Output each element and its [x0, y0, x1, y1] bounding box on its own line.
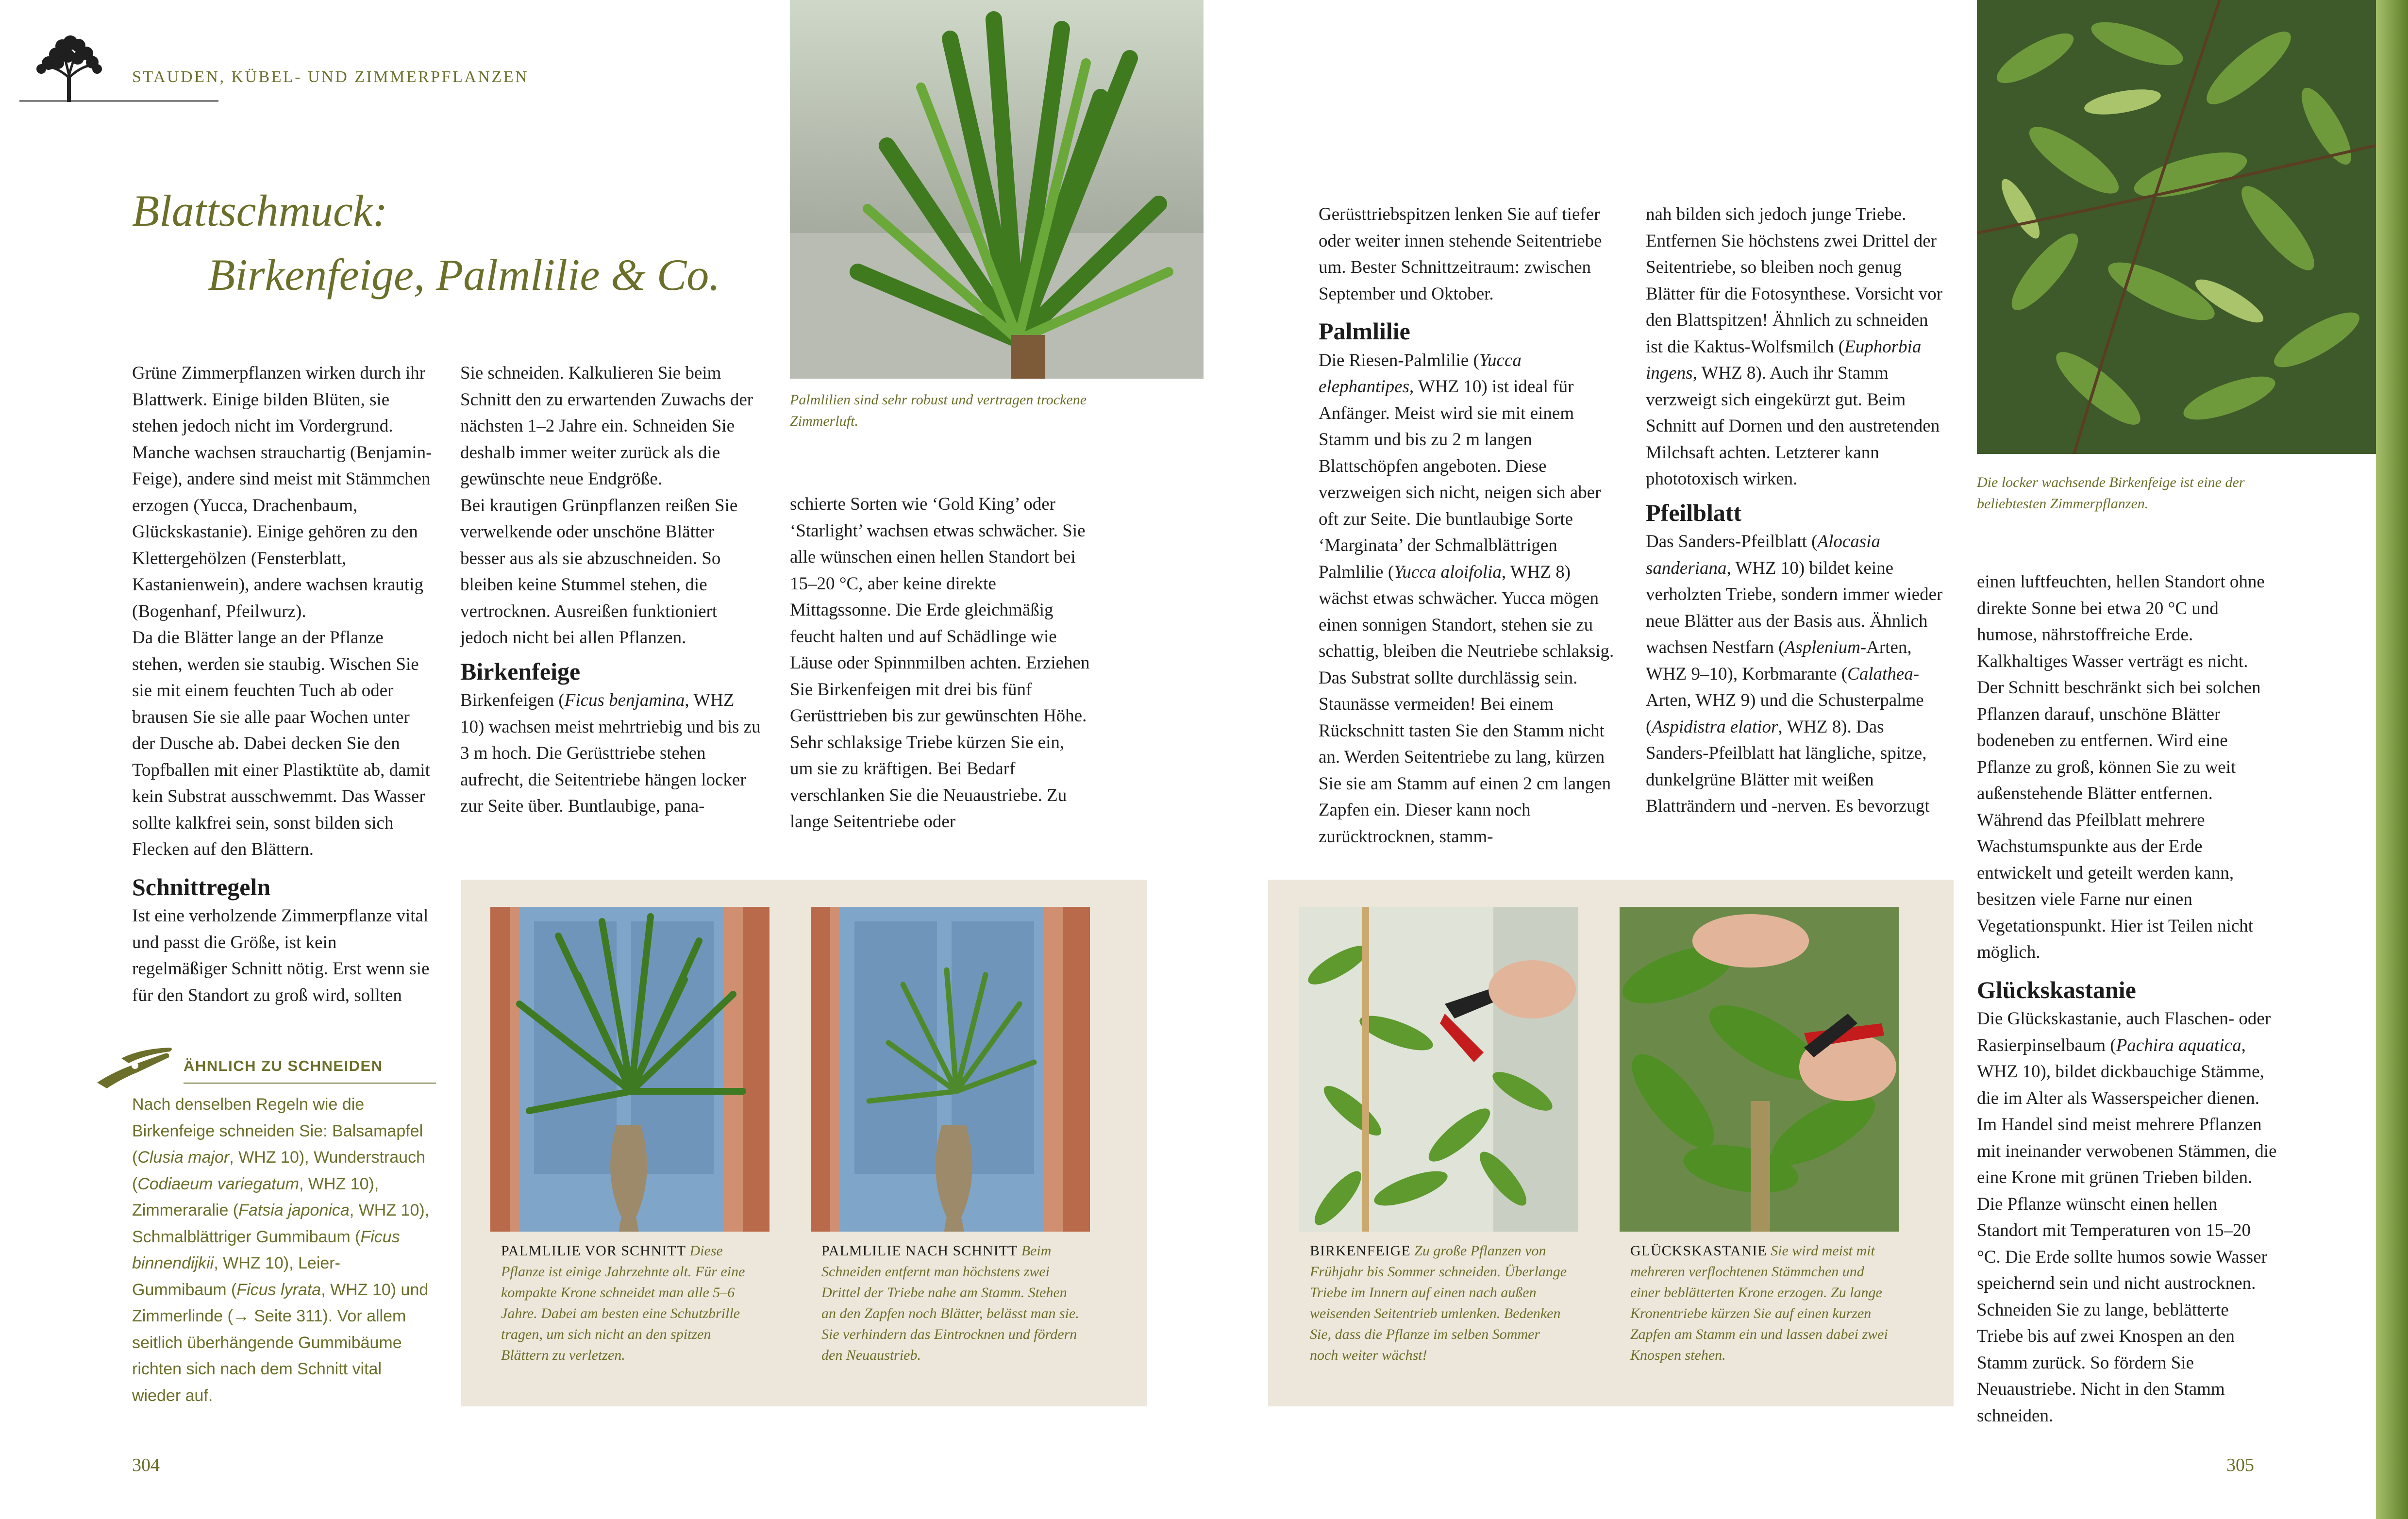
similar-box-heading: ÄHNLICH ZU SCHNEIDEN — [184, 1057, 383, 1074]
palmlilie-text: Die Riesen-Palmlilie (Yucca elephantipes, WHZ 10) ist ideal für Anfänger. Meist wird sie mit einem Stamm und bis zu 2 m langen Blattschöpfen angeboten. Diese verzweigen sich nicht, neigen sich aber oft zur Seite. Die buntlaubige Sorte ‘Marginata’ der Schmalblättrigen Palmlilie (Yucca aloifolia, WHZ 8) wächst etwas schwächer. Yucca mögen einen sonnigen Standort, stehen sie zu schattig, bleiben die Neutriebe schlaksig. Das Substrat sollte durchlässig sein. Staunässe vermeiden! Bei einem Rückschnitt tasten Sie den Stamm nicht an. Werden Seitentriebe zu lang, kürzen Sie sie am Stamm auf einen 2 cm langen Zapfen ein. Dieser kann noch zurücktrocknen, stamm- — [1319, 350, 1614, 847]
photo-birkenfeige — [1977, 0, 2376, 454]
caption-glueckskastanie — [1620, 1232, 1899, 1374]
similar-box-text: Nach denselben Regeln wie die Birkenfeige schneiden Sie: Balsamapfel (Clusia major, WHZ 10), Wunderstrauch (Codiaeum variegatum, WHZ 10), Zimmeraralie (Fatsia japonica, WHZ 10), Schmalblättriger Gummibaum (Ficus binnendijkii, WHZ 10), Leier-Gummibaum (Ficus lyrata, WHZ 10) und Zimmerlinde (→ Seite 311). Vor allem seitlich überhängende Gummibäume richten sich nach dem Schnitt vital wieder auf. — [132, 1095, 430, 1405]
column-6 — [1977, 569, 2278, 1429]
caption-text-nach: Beim Schneiden entfernt man höchstens zwei Drittel der Triebe nahe am Stamm. Stehen an den Zapfen noch Blätter, belässt man sie. Sie verhindern das Eintrocknen und fördern den Neuaustrieb. — [821, 1243, 1079, 1363]
page-number-left: 304 — [132, 1455, 160, 1475]
panel-birkenfeige-glueckskastanie — [1268, 880, 1954, 1406]
col4-paragraph-1: Gerüsttriebspitzen lenken Sie auf tiefer oder weiter innen stehende Seitentriebe um. Bester Schnittzeitraum: zwischen September und Oktober. — [1319, 204, 1602, 304]
pruning-shears-icon — [92, 1044, 184, 1090]
page-edge-band — [2376, 0, 2408, 1519]
heading-schnittregeln: Schnittregeln — [132, 873, 271, 901]
caption-text-glueckskastanie: Sie wird meist mit mehreren verflochtenen Stämmchen und einer beblätterten Krone erzogen. Zu lange Kronentriebe kürzen Sie auf einen kurzen Zapfen am Stamm ein und lassen dabei zwei Knospen stehen. — [1630, 1243, 1888, 1363]
intro-paragraph-2: Da die Blätter lange an der Pflanze stehen, werden sie staubig. Wischen Sie sie mit einem feuchten Tuch ab oder brausen Sie sie alle paar Wochen unter der Dusche ab. Dabei decken Sie den Topfballen mit einer Plastiktüte ab, damit kein Substrat ausschwemmt. Das Wasser sollte kalkfrei sein, sonst bilden sich Flecken auf den Blättern. — [132, 628, 430, 859]
col2-paragraph-1: Sie schneiden. Kalkulieren Sie beim Schnitt den zu erwartenden Zuwachs der nächsten 1–2 Jahre ein. Schneiden Sie deshalb immer weiter zurück als die gewünschte neue Endgröße. — [460, 363, 753, 489]
pfeilblatt-text: Das Sanders-Pfeilblatt (Alocasia sanderiana, WHZ 10) bildet keine verholzten Triebe, sondern immer wieder neue Blätter aus der Basis aus. Ähnlich wachsen Nestfarn (Asplenium-Arten, WHZ 9–10), Korbmarante (Calathea-Arten, WHZ 9) und die Schusterpalme (Aspidistra elatior, WHZ 8). Das Sanders-Pfeilblatt hat längliche, spitze, dunkelgrüne Blätter mit weißen Blatträndern und -nerven. Es bevorzugt — [1646, 532, 1943, 816]
col6-paragraph-1: einen luftfeuchten, hellen Standort ohne direkte Sonne bei etwa 20 °C und humose, nährstoffreiche Erde. Kalkhaltiges Wasser verträgt es nicht. Der Schnitt beschränkt sich bei solchen Pflanzen darauf, unschöne Blätter bodeneben zu entfernen. Wird eine Pflanze zu groß, können Sie zu weit außenstehende Blätter entfernen. Während das Pfeilblatt mehrere Wachstumspunkte aus der Erde entwickelt und geteilt werden kann, besitzen viele Farne nur einen Vegetationspunkt. Hier ist Teilen nicht möglich. — [1977, 572, 2265, 962]
heading-glueckskastanie: Glückskastanie — [1977, 976, 2136, 1003]
heading-birkenfeige: Birkenfeige — [460, 657, 581, 685]
running-head: STAUDEN, KÜBEL- UND ZIMMERPFLANZEN — [132, 68, 529, 86]
col3-paragraph: schierte Sorten wie ‘Gold King’ oder ‘Starlight’ wachsen etwas schwächer. Sie alle wünschen einen hellen Standort bei 15–20 °C, aber keine direkte Mittagssonne. Die Erde gleichmäßig feucht halten und auf Schädlinge wie Läuse oder Spinnmilben achten. Erziehen Sie Birkenfeigen mit drei bis fünf Gerüsttrieben bis zur gewünschten Höhe. Sehr schlaksige Triebe kürzen Sie ein, um sie zu kräftigen. Bei Bedarf verschlanken Sie die Neuaustriebe. Zu lange Seitentriebe oder — [790, 494, 1090, 832]
column-4 — [1319, 201, 1620, 850]
caption-palmlilie-nach — [811, 1232, 1090, 1374]
palmlilie-photo-image — [790, 0, 1204, 379]
column-2 — [460, 360, 761, 820]
caption-text-vor: Diese Pflanze ist einige Jahrzehnte alt. Für eine kompakte Krone schneidet man alle 5–6 Jahre. Dabei am besten eine Schutzbrille tragen, um sich nicht an den spitzen Blättern zu verletzen. — [501, 1243, 745, 1363]
birkenfeige-text: Birkenfeigen (Ficus benjamina, WHZ 10) wachsen meist mehrtriebig und bis zu 3 m hoch. Die Gerüsttriebe stehen aufrecht, die Seitentriebe hängen locker zur Seite über. Buntlaubige, pana- — [460, 690, 761, 816]
page-title-line1: Blattschmuck: — [132, 186, 388, 235]
heading-palmlilie: Palmlilie — [1319, 317, 1410, 345]
panel-palmlilie — [461, 880, 1147, 1406]
caption-palmlilie-vor — [490, 1232, 769, 1374]
photo-birkenfeige-caption: Die locker wachsende Birkenfeige ist eine der beliebtesten Zimmerpflanzen. — [1977, 474, 2245, 512]
column-5 — [1646, 201, 1947, 820]
col5-paragraph-1: nah bilden sich jedoch junge Triebe. Entfernen Sie höchstens zwei Drittel der Seitentriebe, so bleiben noch genug Blätter für die Fotosynthese. Vorsicht vor den Blattspitzen! Ähnlich zu schneiden ist die Kaktus-Wolfsmilch (Euphorbia ingens, WHZ 8). Auch ihr Stamm verzweigt sich eingekürzt gut. Beim Schnitt auf Dornen und den austretenden Milchsaft achten. Letzterer kann phototoxisch wirken. — [1646, 204, 1943, 489]
caption-label-birkenfeige: BIRKENFEIGE — [1310, 1243, 1411, 1259]
col2-paragraph-2: Bei krautigen Grünpflanzen reißen Sie verwelkende oder unschöne Blätter besser aus als sie abzuschneiden. So bleiben keine Stummel stehen, die vertrocknen. Ausreißen funktioniert jedoch nicht bei allen Pflanzen. — [460, 495, 738, 648]
caption-birkenfeige — [1299, 1232, 1578, 1374]
similar-box — [92, 1044, 437, 1409]
column-1 — [132, 360, 433, 1009]
schnittregeln-text: Ist eine verholzende Zimmerpflanze vital und passt die Größe, ist kein regelmäßiger Schnitt nötig. Erst wenn sie für den Standort zu groß wird, sollten — [132, 906, 430, 1005]
page-number-right: 305 — [2226, 1455, 2254, 1475]
caption-text-birkenfeige: Zu große Pflanzen von Frühjahr bis Sommer schneiden. Überlange Triebe im Innern auf einen nach außen weisenden Seitentrieb umlenken. Bedenken Sie, dass die Pflanze im selben Sommer noch weiter wächst! — [1310, 1243, 1567, 1363]
photo-palmlilie-caption: Palmlilien sind sehr robust und vertragen trockene Zimmerluft. — [790, 392, 1087, 429]
page-title-line2: Birkenfeige, Palmlilie & Co. — [208, 250, 720, 300]
caption-label-vor: PALMLILIE VOR SCHNITT — [501, 1243, 686, 1259]
glueckskastanie-text: Die Glückskastanie, auch Flaschen- oder Rasierpinselbaum (Pachira aquatica, WHZ 10), bildet dickbauchige Stämme, die im Alter als Wasserspeicher dienen. Im Handel sind meist mehrere Pflanzen mit ineinander verwobenen Stämmen, die eine Krone mit grünen Trieben bilden. Die Pflanze wünscht einen hellen Standort mit Temperaturen von 15–20 °C. Die Erde sollte humos sowie Wasser speichernd sein und nicht austrocknen. Schneiden Sie zu lange, beblätterte Triebe bis auf zwei Knospen an den Stamm zurück. So fördern Sie Neuaustriebe. Nicht in den Stamm schneiden. — [1977, 1009, 2277, 1426]
heading-pfeilblatt: Pfeilblatt — [1646, 499, 1742, 526]
intro-paragraph: Grüne Zimmerpflanzen wirken durch ihr Blattwerk. Einige bilden Blüten, sie stehen jedoch nicht im Vordergrund. Manche wachsen strauchartig (Benjamin-Feige), andere sind meist mit Stämmchen erzogen (Yucca, Drachenbaum, Glückskastanie). Einige gehören zu den Klettergehölzen (Fensterblatt, Kastanienwein), andere wachsen krautig (Bogenhanf, Pfeilwurz). — [132, 363, 432, 621]
caption-label-glueckskastanie: GLÜCKSKASTANIE — [1630, 1243, 1767, 1259]
column-3 — [790, 491, 1091, 835]
photo-palmlilie — [790, 0, 1204, 379]
caption-label-nach: PALMLILIE NACH SCHNITT — [821, 1243, 1018, 1259]
